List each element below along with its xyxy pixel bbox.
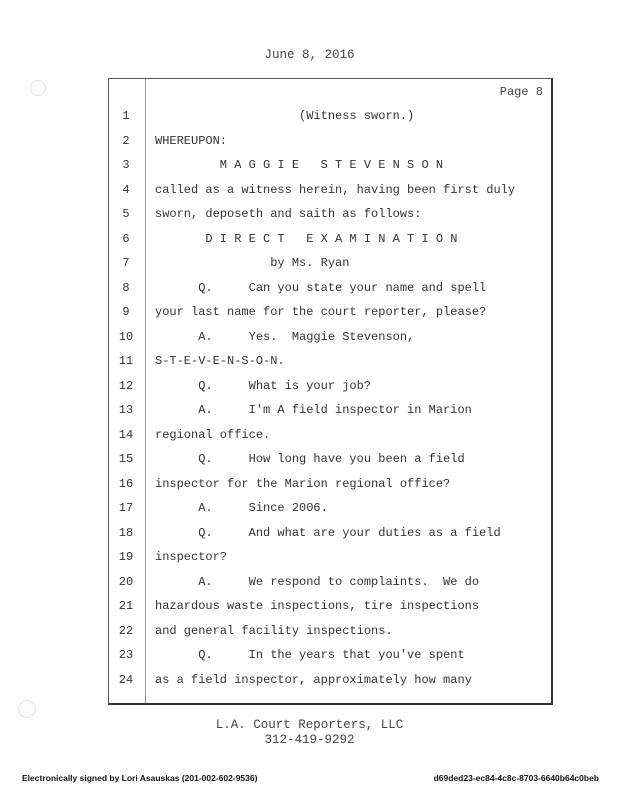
line-number: 7 [122,256,130,270]
line-text: A. Since 2006. [155,501,328,515]
transcript-line [109,643,552,667]
page-number: Page 8 [499,85,543,99]
line-text: M A G G I E S T E V E N S O N [155,158,444,172]
line-text: inspector for the Marion regional office? [155,476,451,491]
line-number: 12 [118,378,134,393]
transcript-line [109,349,552,373]
document-hash-id: d69ded23-ec84-4c8c-8703-6640b64c0beb [433,773,599,783]
transcript-line [109,129,552,153]
footer [0,718,619,748]
line-number: 15 [118,452,134,466]
transcript-line [109,472,552,496]
punch-hole-bottom [18,700,36,718]
line-text: as a field inspector, approximately how many [155,672,472,687]
transcript-line [109,276,552,300]
transcript-line [109,153,552,177]
line-text: your last name for the court reporter, please? [155,305,487,319]
transcript-line [109,545,552,569]
line-text: A. Yes. Maggie Stevenson, [155,329,415,344]
line-text: A. We respond to complaints. We do [155,574,480,589]
line-number: 17 [118,501,134,515]
transcript-line [109,423,552,447]
line-number: 10 [118,329,134,344]
line-text: S-T-E-V-E-N-S-O-N. [155,354,285,368]
line-number: 14 [118,427,134,442]
court-reporter-company: L.A. Court Reporters, LLC [215,718,404,732]
electronic-signature-note: Electronically signed by Lori Asauskas (201-002-602-9536) [22,773,258,783]
line-number: 22 [118,623,134,638]
line-number: 18 [118,525,134,540]
transcript-line [109,300,552,324]
court-reporter-phone: 312-419-9292 [264,733,355,747]
line-number: 6 [122,231,130,246]
line-text: hazardous waste inspections, tire inspections [155,599,480,613]
deposition-date: June 8, 2016 [264,48,355,62]
line-text: by Ms. Ryan [155,256,350,270]
transcript-line [109,594,552,618]
line-number: 19 [118,550,134,564]
line-number: 5 [122,207,130,221]
line-number: 23 [118,648,134,662]
transcript-page [108,78,553,705]
line-number: 16 [118,476,134,491]
line-number: 20 [118,574,134,589]
transcript-line [109,227,552,251]
transcript-line [109,619,552,643]
transcript-line [109,178,552,202]
line-text: Q. What is your job? [155,378,372,393]
transcript-line [109,668,552,692]
transcript-line [109,202,552,226]
line-text: Q. In the years that you've spent [155,648,465,662]
punch-hole-top [30,80,46,96]
transcript-line [109,374,552,398]
line-number: 2 [122,133,130,148]
transcript-line [109,496,552,520]
line-number: 13 [118,403,134,417]
line-number: 11 [118,354,134,368]
transcript-line [109,325,552,349]
line-text: Q. Can you state your name and spell [155,280,487,295]
line-text: D I R E C T E X A M I N A T I O N [155,231,458,246]
line-text: A. I'm A field inspector in Marion [155,403,472,417]
line-number: 9 [122,305,130,319]
transcript-line [109,251,552,275]
line-number: 24 [118,672,134,687]
line-text: Q. And what are your duties as a field [155,525,501,540]
line-text: regional office. [155,427,271,442]
line-text: and general facility inspections. [155,623,393,638]
transcript-line [109,521,552,545]
line-number: 1 [122,109,130,123]
line-text: sworn, deposeth and saith as follows: [155,207,422,221]
line-number: 8 [122,280,130,295]
line-number: 4 [122,182,130,197]
transcript-line [109,104,552,128]
transcript-line [109,447,552,471]
line-number: 21 [118,599,134,613]
transcript-line [109,398,552,422]
line-text: (Witness sworn.) [155,109,415,123]
line-text: WHEREUPON: [155,133,228,148]
line-text: called as a witness herein, having been first duly [155,182,516,197]
line-text: inspector? [155,550,228,564]
line-text: Q. How long have you been a field [155,452,465,466]
line-number: 3 [122,158,130,172]
transcript-line [109,570,552,594]
